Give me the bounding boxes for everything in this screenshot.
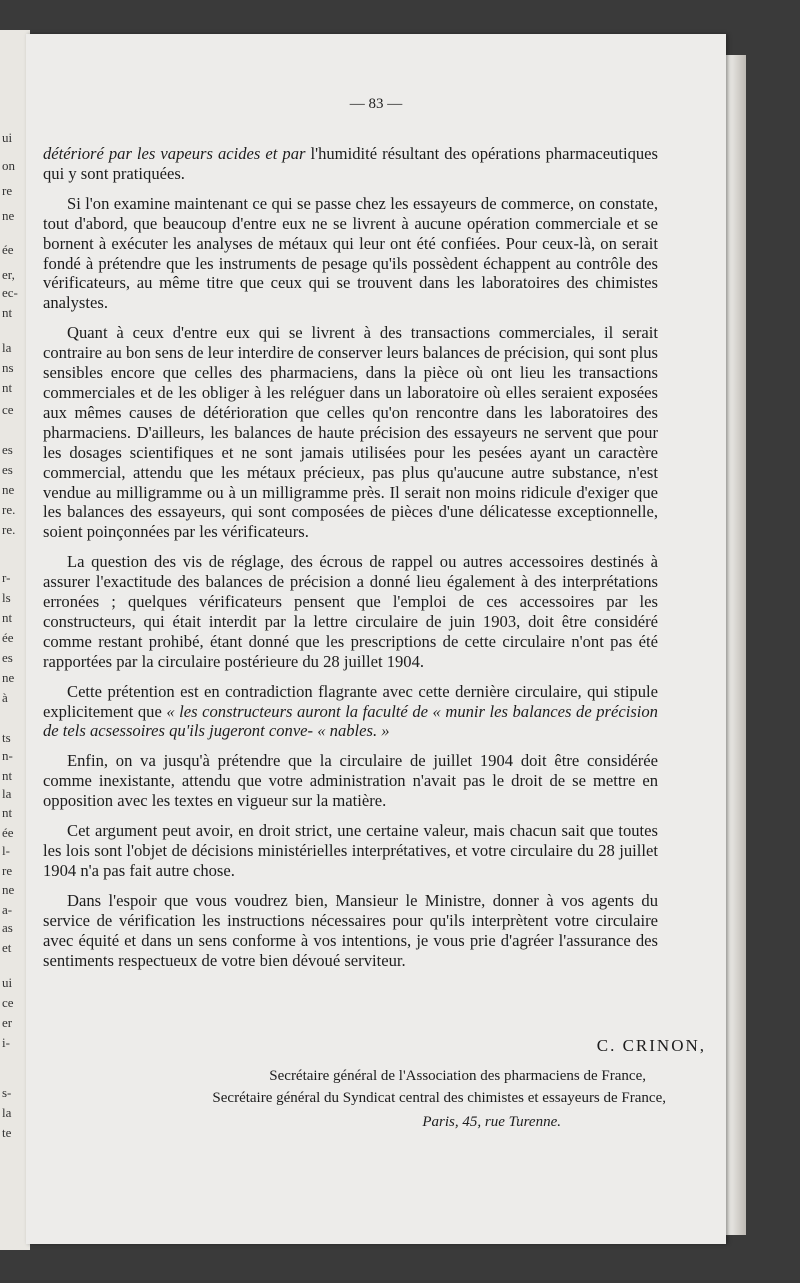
signature-address: Paris, 45, rue Turenne.: [422, 1114, 561, 1130]
margin-fragment: as: [2, 920, 13, 935]
paragraph: La question des vis de réglage, des écrous de rappel ou autres accessoires destinés à assurer l'exactitude des balances de précision a donné lieu également à des interprétations erronées ; quelques vérificateurs pensent que l'emploi de ces accessoires par les constructeurs, qui était interdit par la lettre circulaire de juin 1903, doit être considéré comme restant prohibé, étant donné que les prescriptions de cette circulaire n'ont pas été rapportées par la circulaire postérieure du 28 juillet 1904.: [43, 552, 658, 671]
text-run: l'humidité résultant des opérations pharmaceutiques qui y sont pratiquées.: [43, 144, 659, 183]
margin-fragment: er,: [2, 267, 15, 282]
body-text: [43, 144, 658, 980]
margin-fragment: i-: [2, 1035, 10, 1050]
margin-fragment: te: [2, 1125, 12, 1140]
margin-fragment: n-: [2, 748, 13, 763]
margin-fragment: er: [2, 1015, 13, 1030]
margin-fragment: nt: [2, 768, 13, 783]
margin-fragment: nt: [2, 610, 13, 625]
margin-fragment: es: [2, 462, 13, 477]
document-page: [26, 34, 726, 1244]
margin-fragment: la: [2, 786, 12, 801]
paragraph: Enfin, on va jusqu'à prétendre que la circulaire de juillet 1904 doit être considérée comme inexistante, attendu que votre administration n'avait pas le droit de se mettre en opposition avec les textes en vigueur sur la matière.: [43, 751, 658, 811]
margin-fragment: re.: [2, 502, 16, 517]
signature-title-1: Secrétaire général de l'Association des pharmaciens de France,: [269, 1068, 646, 1084]
margin-fragment: re.: [2, 522, 16, 537]
margin-fragment: es: [2, 650, 13, 665]
margin-fragment: ec-: [2, 285, 18, 300]
margin-fragment: ée: [2, 630, 14, 645]
margin-fragment: la: [2, 340, 12, 355]
margin-fragment: ne: [2, 208, 15, 223]
margin-fragment: ui: [2, 975, 13, 990]
margin-fragment: on: [2, 158, 15, 173]
margin-fragment: ne: [2, 882, 15, 897]
margin-fragment: ne: [2, 670, 15, 685]
margin-fragment: ne: [2, 482, 15, 497]
margin-fragment: es: [2, 442, 13, 457]
margin-fragment: nt: [2, 380, 13, 395]
margin-fragment: re: [2, 863, 13, 878]
paragraph: Cet argument peut avoir, en droit strict, une certaine valeur, mais chacun sait que toutes les lois sont l'objet de décisions ministérielles interprétatives, et votre circulaire du 28 juillet 1904 n'a pas fait autre chose.: [43, 821, 658, 880]
paragraph: [43, 682, 658, 742]
italic-run: « les constructeurs auront la faculté de « munir les balances de précision de tels acsessoires qu'ils jugeront conve- « nables. »: [43, 701, 658, 741]
margin-fragment: ls: [2, 590, 11, 605]
margin-fragment: ui: [2, 130, 13, 145]
margin-fragment: l-: [2, 843, 10, 858]
margin-fragment: ée: [2, 242, 14, 257]
signature-title-2: Secrétaire général du Syndicat central des chimistes et essayeurs de France,: [212, 1090, 666, 1106]
margin-fragment: nt: [2, 305, 13, 320]
margin-fragment: et: [2, 940, 12, 955]
paragraph: Si l'on examine maintenant ce qui se passe chez les essayeurs de commerce, on constate, tout d'abord, que beaucoup d'entre eux ne se livrent à aucune opération commerciale et se bornent à exécuter les analyses de métaux qui leur ont été confiées. Pour ceux-là, on serait fondé à prétendre que les instruments de pesage qu'ils possèdent échappent au contrôle des vérificateurs, au même titre que ceux qui se trouvent dans les laboratoires des chimistes analystes.: [43, 193, 658, 313]
margin-fragment: ée: [2, 825, 14, 840]
margin-fragment: ts: [2, 730, 11, 745]
margin-fragment: re: [2, 183, 13, 198]
margin-fragment: ce: [2, 402, 14, 417]
paragraph: Dans l'espoir que vous voudrez bien, Mansieur le Ministre, donner à vos agents du service de vérification les instructions nécessaires pour qu'ils interprètent votre circulaire avec équité et dans un sens conforme à vos intentions, je vous prie d'agréer l'assurance des sentiments respectueux de votre bien dévoué serviteur.: [43, 890, 658, 970]
page-number: — 83 —: [349, 96, 403, 112]
signature-name: C. CRINON,: [596, 1036, 706, 1055]
text-run: Cette prétention est en contradiction flagrante avec cette dernière circulaire, qui stipule explicitement que: [43, 681, 658, 721]
margin-fragment: ce: [2, 995, 14, 1010]
margin-fragment: à: [2, 690, 8, 705]
margin-fragment: nt: [2, 805, 13, 820]
margin-fragment: s-: [2, 1085, 12, 1100]
paragraph: [43, 144, 658, 184]
paragraph: Quant à ceux d'entre eux qui se livrent à des transactions commerciales, il serait contraire au bon sens de leur interdire de conserver leurs balances de précision, qui sont plus sensibles encore que celles des pharmaciens, dans la pièce où ont lieu les transactions commerciales et de les obliger à les reléguer dans un laboratoire où elles seraient exposées aux mêmes causes de détérioration que celles qu'on rencontre dans les laboratoires des pharmaciens. D'ailleurs, les balances de haute précision des essayeurs ne servent que pour les dosages scientifiques et ne sont jamais utilisées pour les pesées ayant un caractère commercial, attendu que les métaux précieux, pas plus qu'aucune autre substance, n'est vendue au milligramme ou à un milligramme près. Il serait non moins ridicule d'exiger que les balances des essayeurs, qui sont composées de pièces d'une délicatesse exceptionnelle, soient poinçonnées par les vérificateurs.: [43, 323, 658, 542]
margin-fragment: ns: [2, 360, 14, 375]
italic-run: détérioré par les vapeurs acides et par: [43, 144, 306, 163]
margin-fragment: a-: [2, 902, 13, 917]
margin-fragment: la: [2, 1105, 12, 1120]
margin-fragment: r-: [2, 570, 11, 585]
